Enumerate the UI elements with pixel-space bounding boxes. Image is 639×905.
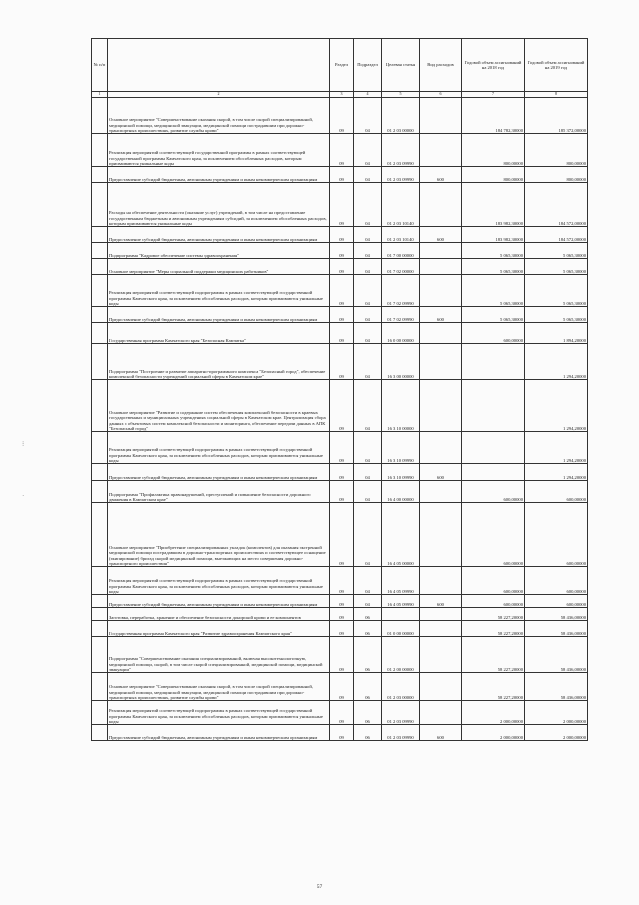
row-section-cell: 09: [330, 344, 354, 380]
row-expense-cell: [420, 432, 462, 464]
row-num-cell: [92, 701, 108, 725]
row-target-cell: 01 2 03 10140: [382, 227, 420, 243]
row-target-cell: 01 2 00 00000: [382, 637, 420, 673]
row-2018-cell: [462, 432, 525, 464]
row-2018-cell: 5 065,30000: [462, 275, 525, 307]
row-target-cell: 16 3 00 00000: [382, 344, 420, 380]
row-2018-cell: 183 982,30000: [462, 227, 525, 243]
row-name-cell: Реализация мероприятий соответствующей подпрограммы в рамках соответствующей государственной программы Камчатского края, за исключением обособленных расходов, которым присваиваются уникальные коды: [108, 432, 330, 464]
row-2018-cell: 184 782,30000: [462, 98, 525, 134]
row-2018-cell: 5 065,30000: [462, 259, 525, 275]
row-num-cell: [92, 380, 108, 432]
table-row: [92, 621, 588, 637]
row-target-cell: 01 2 03 09990: [382, 167, 420, 183]
row-num-cell: [92, 481, 108, 503]
row-num-cell: [92, 673, 108, 701]
row-2019-cell: 5 065,30000: [525, 243, 588, 259]
row-2018-cell: 183 982,30000: [462, 183, 525, 227]
row-2019-cell: 600,00000: [525, 595, 588, 608]
row-section-cell: 09: [330, 621, 354, 637]
page-number: 57: [316, 884, 323, 890]
row-2019-cell: 58 436,00000: [525, 637, 588, 673]
row-subsection-cell: 04: [354, 481, 382, 503]
row-2018-cell: 600,00000: [462, 481, 525, 503]
row-target-cell: 01 2 03 09990: [382, 725, 420, 741]
row-2018-cell: 600,00000: [462, 567, 525, 595]
budget-table: [91, 38, 588, 741]
row-expense-cell: 600: [420, 307, 462, 323]
header-name: [108, 39, 330, 92]
table-row: [92, 567, 588, 595]
row-2018-cell: [462, 344, 525, 380]
row-section-cell: 09: [330, 243, 354, 259]
row-name-cell: Реализация мероприятий соответствующей подпрограммы в рамках соответствующей государственной программы Камчатского края, за исключением обособленных расходов, которым присваиваются уникальные коды: [108, 701, 330, 725]
row-subsection-cell: 04: [354, 259, 382, 275]
row-expense-cell: 600: [420, 227, 462, 243]
row-expense-cell: [420, 701, 462, 725]
row-subsection-cell: 04: [354, 344, 382, 380]
row-name-cell: Основное мероприятие "Совершенствование оказания скорой, в том числе скорой специализированной, медицинской помощи, медицинской эвакуации, медицинской помощи пострадавшим при дорожно-транспортных происшествиях, развитие службы крови": [108, 673, 330, 701]
row-expense-cell: [420, 134, 462, 167]
row-2019-cell: 185 372,00000: [525, 98, 588, 134]
table-row: [92, 595, 588, 608]
header-2019: Годовой объем ассигнований на 2019 год: [525, 39, 588, 92]
row-name-cell: Предоставление субсидий бюджетным, автономным учреждениям и иным некоммерческим организациям: [108, 725, 330, 741]
row-expense-cell: [420, 481, 462, 503]
table-row: [92, 380, 588, 432]
row-expense-cell: [420, 259, 462, 275]
row-subsection-cell: 04: [354, 134, 382, 167]
row-section-cell: 09: [330, 637, 354, 673]
row-subsection-cell: 06: [354, 608, 382, 621]
column-number: 4: [354, 92, 382, 98]
table-row: [92, 481, 588, 503]
row-target-cell: 01 7 02 09990: [382, 307, 420, 323]
table-row: [92, 183, 588, 227]
row-subsection-cell: 04: [354, 323, 382, 344]
header-num: № п/п: [92, 39, 108, 92]
row-section-cell: 09: [330, 134, 354, 167]
row-subsection-cell: 04: [354, 183, 382, 227]
header-2018: Годовой объем ассигнований на 2018 год: [462, 39, 525, 92]
row-subsection-cell: 04: [354, 307, 382, 323]
row-target-cell: 16 3 10 00000: [382, 380, 420, 432]
row-num-cell: [92, 621, 108, 637]
row-name-cell: Реализация мероприятий соответствующей подпрограммы в рамках соответствующей государственной программы Камчатского края, за исключением обособленных расходов, которым присваиваются уникальные коды: [108, 275, 330, 307]
row-num-cell: [92, 98, 108, 134]
table-row: [92, 725, 588, 741]
row-name-cell: Предоставление субсидий бюджетным, автономным учреждениям и иным некоммерческим организациям: [108, 307, 330, 323]
row-section-cell: 09: [330, 259, 354, 275]
row-2018-cell: 58 227,20000: [462, 673, 525, 701]
row-expense-cell: [420, 608, 462, 621]
row-target-cell: 16 4 05 09990: [382, 567, 420, 595]
row-target-cell: 16 0 00 00000: [382, 323, 420, 344]
row-num-cell: [92, 725, 108, 741]
row-expense-cell: 600: [420, 725, 462, 741]
table-row: [92, 243, 588, 259]
table-row: [92, 227, 588, 243]
row-name-cell: Реализация мероприятий соответствующей подпрограммы в рамках соответствующей государственной программы Камчатского края, за исключением обособленных расходов, которым присваиваются уникальные коды: [108, 567, 330, 595]
row-section-cell: 09: [330, 503, 354, 567]
row-num-cell: [92, 227, 108, 243]
row-section-cell: 09: [330, 227, 354, 243]
row-name-cell: Основное мероприятие "Меры социальной поддержки медицинских работников": [108, 259, 330, 275]
row-section-cell: 09: [330, 307, 354, 323]
row-expense-cell: [420, 637, 462, 673]
row-section-cell: 09: [330, 323, 354, 344]
row-2019-cell: 800,00000: [525, 167, 588, 183]
row-2019-cell: 600,00000: [525, 481, 588, 503]
row-2018-cell: [462, 380, 525, 432]
row-name-cell: Предоставление субсидий бюджетным, автономным учреждениям и иным некоммерческим организациям: [108, 464, 330, 481]
row-section-cell: 09: [330, 167, 354, 183]
row-target-cell: 01 0 00 00000: [382, 621, 420, 637]
row-2018-cell: 58 227,20000: [462, 637, 525, 673]
row-name-cell: Расходы на обеспечение деятельности (оказание услуг) учреждений, в том числе на предоставление государственным бюджетным и автономным учреждениям субсидий, за исключением обособленных расходов, которым присваиваются уникальные коды: [108, 183, 330, 227]
row-section-cell: 09: [330, 98, 354, 134]
row-target-cell: 01 2 03 10140: [382, 183, 420, 227]
row-num-cell: [92, 323, 108, 344]
column-number: 6: [420, 92, 462, 98]
row-expense-cell: [420, 243, 462, 259]
row-2018-cell: [462, 464, 525, 481]
row-name-cell: Подпрограмма "Профилактика правонарушений, преступлений и повышение безопасности дорожного движения в Камчатском крае": [108, 481, 330, 503]
row-2019-cell: 800,00000: [525, 134, 588, 167]
row-num-cell: [92, 134, 108, 167]
table-row: [92, 134, 588, 167]
row-expense-cell: [420, 621, 462, 637]
column-number: 2: [108, 92, 330, 98]
row-target-cell: 16 4 05 09990: [382, 595, 420, 608]
row-subsection-cell: 06: [354, 621, 382, 637]
row-name-cell: Предоставление субсидий бюджетным, автономным учреждениям и иным некоммерческим организациям: [108, 167, 330, 183]
row-section-cell: 09: [330, 481, 354, 503]
row-expense-cell: [420, 98, 462, 134]
row-2019-cell: 58 436,00000: [525, 673, 588, 701]
row-num-cell: [92, 344, 108, 380]
row-section-cell: 09: [330, 725, 354, 741]
row-target-cell: 01 7 02 00000: [382, 259, 420, 275]
row-num-cell: [92, 608, 108, 621]
row-expense-cell: [420, 567, 462, 595]
table-row: [92, 464, 588, 481]
row-2019-cell: 5 065,30000: [525, 259, 588, 275]
row-2018-cell: 2 000,00000: [462, 725, 525, 741]
row-target-cell: 16 4 05 00000: [382, 503, 420, 567]
row-num-cell: [92, 167, 108, 183]
row-2019-cell: 2 000,00000: [525, 701, 588, 725]
row-2019-cell: 184 572,00000: [525, 183, 588, 227]
row-2018-cell: 2 000,00000: [462, 701, 525, 725]
row-expense-cell: [420, 183, 462, 227]
row-section-cell: 09: [330, 464, 354, 481]
row-2019-cell: 5 065,30000: [525, 275, 588, 307]
row-name-cell: Государственная программа Камчатского края "Развитие здравоохранения Камчатского края": [108, 621, 330, 637]
table-row: [92, 503, 588, 567]
row-name-cell: Предоставление субсидий бюджетным, автономным учреждениям и иным некоммерческим организациям: [108, 227, 330, 243]
row-subsection-cell: 06: [354, 701, 382, 725]
margin-scan-mark: ⁝: [22, 440, 25, 448]
row-num-cell: [92, 259, 108, 275]
table-row: [92, 344, 588, 380]
row-target-cell: 01 7 02 09990: [382, 275, 420, 307]
table-header-row: [92, 39, 588, 92]
column-number: 3: [330, 92, 354, 98]
row-subsection-cell: 04: [354, 567, 382, 595]
row-expense-cell: 600: [420, 595, 462, 608]
row-section-cell: 09: [330, 608, 354, 621]
row-subsection-cell: 04: [354, 503, 382, 567]
row-subsection-cell: 04: [354, 167, 382, 183]
table-row: [92, 98, 588, 134]
row-2019-cell: 600,00000: [525, 567, 588, 595]
row-subsection-cell: 06: [354, 725, 382, 741]
row-expense-cell: [420, 323, 462, 344]
header-subsection: Подраздел: [354, 39, 382, 92]
row-target-cell: 01 2 03 09990: [382, 134, 420, 167]
column-number: 5: [382, 92, 420, 98]
row-subsection-cell: 04: [354, 243, 382, 259]
row-num-cell: [92, 183, 108, 227]
column-number: 7: [462, 92, 525, 98]
row-name-cell: Основное мероприятие "Совершенствование оказания скорой, в том числе скорой специализированной, медицинской помощи, медицинской эвакуации, медицинской помощи пострадавшим при дорожно-транспортных происшествиях, развитие службы крови": [108, 98, 330, 134]
row-subsection-cell: 04: [354, 464, 382, 481]
row-section-cell: 09: [330, 380, 354, 432]
row-num-cell: [92, 567, 108, 595]
row-num-cell: [92, 637, 108, 673]
row-expense-cell: [420, 380, 462, 432]
row-expense-cell: [420, 503, 462, 567]
row-name-cell: Подпрограмма "Совершенствование оказания специализированной, включая высокотехнологичную, медицинской помощи, скорой, в том числе скорой специализированной, медицинской помощи, медицинской эвакуации": [108, 637, 330, 673]
row-section-cell: 09: [330, 567, 354, 595]
row-2018-cell: 800,00000: [462, 167, 525, 183]
row-name-cell: Подпрограмма "Кадровое обеспечение системы здравоохранения": [108, 243, 330, 259]
row-2019-cell: 58 436,00000: [525, 621, 588, 637]
row-subsection-cell: 06: [354, 637, 382, 673]
row-expense-cell: [420, 275, 462, 307]
header-section: Раздел: [330, 39, 354, 92]
row-2019-cell: 1 294,20000: [525, 344, 588, 380]
table-row: [92, 608, 588, 621]
row-target-cell: 01 2 03 00000: [382, 98, 420, 134]
row-expense-cell: [420, 344, 462, 380]
row-num-cell: [92, 243, 108, 259]
row-2018-cell: 600,00000: [462, 323, 525, 344]
row-num-cell: [92, 503, 108, 567]
table-row: [92, 432, 588, 464]
row-num-cell: [92, 595, 108, 608]
row-expense-cell: [420, 673, 462, 701]
row-2018-cell: 800,00000: [462, 134, 525, 167]
row-name-cell: Предоставление субсидий бюджетным, автономным учреждениям и иным некоммерческим организациям: [108, 595, 330, 608]
row-2019-cell: 2 000,00000: [525, 725, 588, 741]
row-target-cell: 16 3 10 09990: [382, 464, 420, 481]
row-num-cell: [92, 464, 108, 481]
column-number: 8: [525, 92, 588, 98]
row-2019-cell: 1 294,20000: [525, 380, 588, 432]
row-num-cell: [92, 432, 108, 464]
row-subsection-cell: 04: [354, 432, 382, 464]
row-subsection-cell: 06: [354, 673, 382, 701]
row-2019-cell: 600,00000: [525, 503, 588, 567]
table-row: [92, 167, 588, 183]
row-2018-cell: 5 065,30000: [462, 243, 525, 259]
row-target-cell: 16 3 10 09990: [382, 432, 420, 464]
row-section-cell: 09: [330, 701, 354, 725]
row-subsection-cell: 04: [354, 595, 382, 608]
row-target-cell: 01 2 03 00000: [382, 673, 420, 701]
row-2019-cell: 184 572,00000: [525, 227, 588, 243]
table-body: [92, 98, 588, 741]
table-row: [92, 323, 588, 344]
row-section-cell: 09: [330, 595, 354, 608]
row-subsection-cell: 04: [354, 227, 382, 243]
table-row: [92, 673, 588, 701]
row-subsection-cell: 04: [354, 275, 382, 307]
table-row: [92, 275, 588, 307]
table-row: [92, 307, 588, 323]
row-subsection-cell: 04: [354, 380, 382, 432]
table-row: [92, 637, 588, 673]
row-name-cell: Основное мероприятие "Приобретение специализированных укладок (комплектов) для оказания экстренной медицинской помощи пострадавшим в дорожно-транспортных происшествиях и соответствующее оснащение (экипирование) бригад скорой медицинской помощи, выезжающих на место совершения дорожно-транспортного происшествия": [108, 503, 330, 567]
table-row: [92, 259, 588, 275]
row-section-cell: 09: [330, 432, 354, 464]
header-target: Целевая статья: [382, 39, 420, 92]
row-2018-cell: 600,00000: [462, 595, 525, 608]
row-subsection-cell: 04: [354, 98, 382, 134]
row-section-cell: 09: [330, 275, 354, 307]
row-name-cell: Основное мероприятие "Развитие и содержание систем обеспечения комплексной безопасности в краевых государственных и муниципальных учреждениях социальной сферы в Камчатском крае. Централизация сбора данных с объектовых систем комплексной безопасности и мониторинга, обеспечение передачи данных в АПК "Безопасный город": [108, 380, 330, 432]
row-2019-cell: 5 065,30000: [525, 307, 588, 323]
row-expense-cell: 600: [420, 167, 462, 183]
row-target-cell: [382, 608, 420, 621]
row-num-cell: [92, 275, 108, 307]
row-section-cell: 09: [330, 673, 354, 701]
row-name-cell: Реализация мероприятий соответствующей государственной программы в рамках соответствующей государственной программы Камчатского края, за исключением обособленных расходов, которым присваиваются уникальные коды: [108, 134, 330, 167]
row-2018-cell: 58 227,20000: [462, 621, 525, 637]
row-2019-cell: 58 436,00000: [525, 608, 588, 621]
row-2018-cell: 58 227,20000: [462, 608, 525, 621]
row-name-cell: Подпрограмма "Построение и развитие аппаратно-программного комплекса "Безопасный город", обеспечение комплексной безопасности учреждений социальной сферы в Камчатском крае": [108, 344, 330, 380]
row-2018-cell: 5 065,30000: [462, 307, 525, 323]
row-section-cell: 09: [330, 183, 354, 227]
row-name-cell: Заготовка, переработка, хранение и обеспечение безопасности донорской крови и ее компонентов: [108, 608, 330, 621]
row-target-cell: 01 2 03 09990: [382, 701, 420, 725]
row-target-cell: 16 4 00 00000: [382, 481, 420, 503]
column-number: 1: [92, 92, 108, 98]
table-row: [92, 701, 588, 725]
row-name-cell: Государственная программа Камчатского края "Безопасная Камчатка": [108, 323, 330, 344]
row-2019-cell: 1 894,20000: [525, 323, 588, 344]
row-2019-cell: 1 294,20000: [525, 464, 588, 481]
margin-scan-mark: ·: [22, 492, 25, 500]
row-num-cell: [92, 307, 108, 323]
row-2018-cell: 600,00000: [462, 503, 525, 567]
header-expense: Вид расходов: [420, 39, 462, 92]
row-2019-cell: 1 294,20000: [525, 432, 588, 464]
row-expense-cell: 600: [420, 464, 462, 481]
row-target-cell: 01 7 00 00000: [382, 243, 420, 259]
